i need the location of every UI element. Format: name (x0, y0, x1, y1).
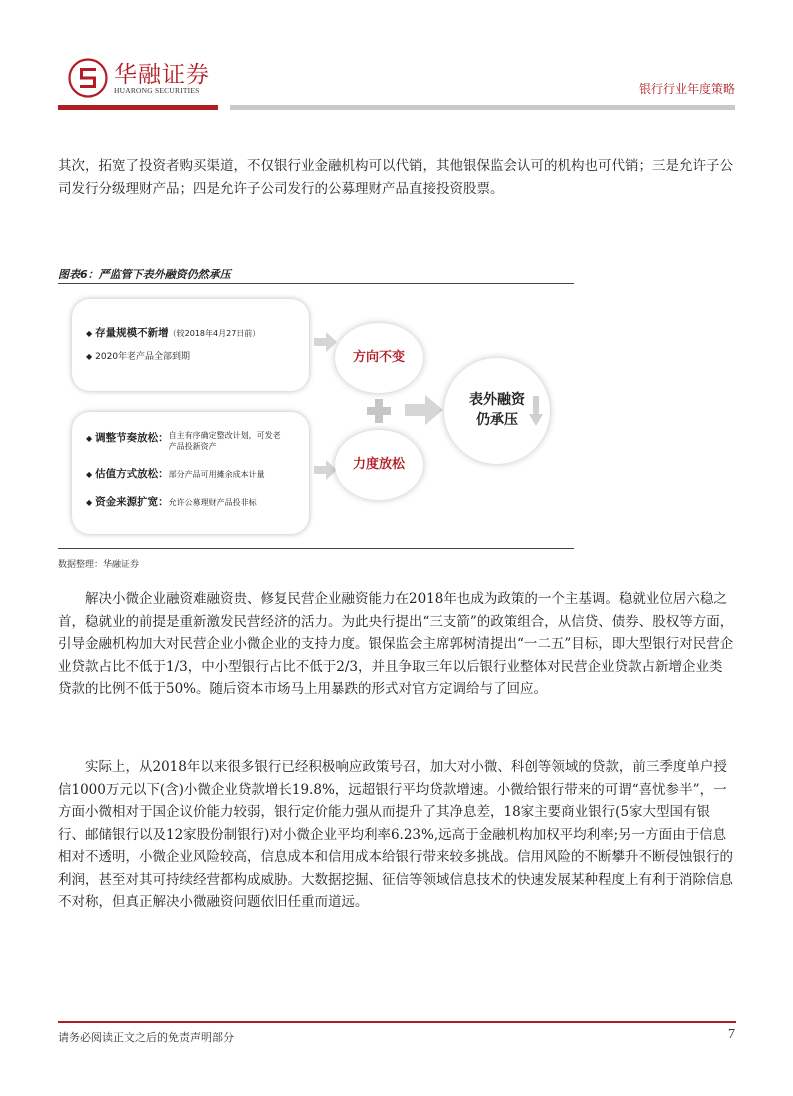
box2-item-3-bold: 资金来源扩宽： (95, 496, 169, 508)
box2-item-1 (86, 430, 281, 452)
arrow-down-icon (529, 396, 543, 426)
box1-item-1-bold: 存量规模不新增 (95, 327, 169, 339)
paragraph-bank-lending: 实际上，从2018年以来很多银行已经积极响应政策号召，加大对小微、科创等领域的贷款，前三季度单户授信1000万元以下(含)小微企业贷款增长19.8%，远超银行平均贷款增速。小微给银行带来的可谓“喜忧参半”，一方面小微相对于国企议价能力较弱，银行定价能力强从而提升了其净息差，18家主要商业银行(5家大型国有银行、邮储银行以及12家股份制银行)对小微企业平均利率6.23%,远高于金融机构加权平均利率;另一方面由于信息相对不透明，小微企业风险较高，信息成本和信用成本给银行带来较多挑战。信用风险的不断攀升不断侵蚀银行的利润，甚至对其可持续经营都构成威胁。大数据挖掘、征信等领域信息技术的快速发展某种程度上有利于消除信息不对称，但真正解决小微融资问题依旧任重而道远。 (58, 759, 733, 910)
logo-name-en: HUARONG SECURITIES (114, 86, 200, 95)
box2-item-3 (86, 494, 257, 509)
diamond-bullet-icon: ◆ (86, 352, 93, 361)
intro-paragraph: 其次，拓宽了投资者购买渠道，不仅银行业金融机构可以代销，其他银保监会认可的机构也可代销；三是允许子公司发行分级理财产品；四是允许子公司发行的公募理财产品直接投资股票。 (58, 158, 733, 197)
conclusion-line-2: 仍承压 (476, 412, 518, 428)
logo-icon (68, 58, 108, 98)
figure-source: 数据整理：华融证券 (58, 560, 140, 570)
diamond-bullet-icon: ◆ (86, 434, 93, 443)
logo-name-cn: 华融证券 (114, 62, 210, 88)
figure-top-rule (58, 283, 574, 284)
conclusion-line-1: 表外融资 (469, 392, 525, 408)
footer-rule (58, 1021, 736, 1023)
header-gray-bar (230, 105, 735, 110)
box2-item-1-detail: 自主有序确定整改计划，可发老产品投新资产 (168, 431, 281, 451)
report-type: 银行行业年度策略 (638, 82, 735, 96)
circle-direction-unchanged: 方向不变 (335, 323, 423, 393)
page-number: 7 (728, 1027, 735, 1042)
box2-item-1-bold: 调整节奏放松： (95, 432, 169, 444)
policy-box-relaxation (72, 412, 309, 534)
figure-bottom-rule (58, 548, 574, 549)
box1-item-2-text: 2020年老产品全部到期 (95, 352, 191, 362)
header-red-bar (58, 105, 218, 110)
policy-box-direction (72, 299, 309, 391)
box2-item-3-detail: 允许公募理财产品投非标 (168, 498, 257, 507)
box2-item-2-detail: 部分产品可用摊余成本计量 (168, 470, 265, 479)
circle-intensity-relaxed: 力度放松 (335, 430, 423, 500)
box1-item-2 (86, 349, 190, 362)
box2-item-2-bold: 估值方式放松： (95, 468, 169, 480)
arrow-right-icon (314, 332, 338, 352)
box1-item-1-detail: （较2018年4月27日前） (168, 329, 261, 338)
paragraph-small-business-policy: 解决小微企业融资难融资贵、修复民营企业融资能力在2018年也成为政策的一个主基调。稳就业位居六稳之首，稳就业的前提是重新激发民营经济的活力。为此央行提出“三支箭”的政策组合，从信贷、债券、股权等方面，引导金融机构加大对民营企业小微企业的支持力度。银保监会主席郭树清提出“一二五”目标，即大型银行对民营企业贷款占比不低于1/3，中小型银行占比不低于2/3，并且争取三年以后银行业整体对民营企业贷款占新增企业类贷款的比例不低于50%。随后资本市场马上用暴跌的形式对官方定调给与了回应。 (58, 591, 734, 697)
figure-title: 图表6：严监管下表外融资仍然承压 (58, 268, 231, 281)
diamond-bullet-icon: ◆ (86, 470, 93, 479)
box1-item-1 (86, 325, 260, 340)
footer-disclaimer: 请务必阅读正文之后的免责声明部分 (58, 1031, 234, 1044)
diamond-bullet-icon: ◆ (86, 329, 93, 338)
box2-item-2 (86, 466, 265, 481)
arrow-right-icon (405, 395, 443, 425)
plus-icon (367, 399, 391, 423)
diamond-bullet-icon: ◆ (86, 498, 93, 507)
